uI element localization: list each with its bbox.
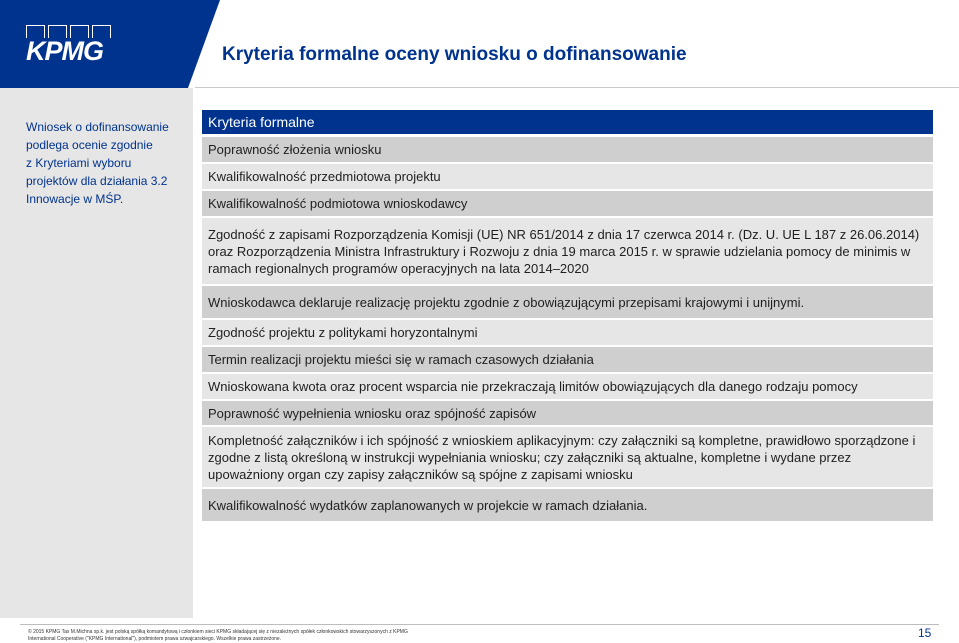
table-row: Kwalifikowalność przedmiotowa projektu — [202, 164, 933, 189]
table-row: Zgodność z zapisami Rozporządzenia Komisji (UE) NR 651/2014 z dnia 17 czerwca 2014 r. (Dz. U. UE L 187 z 26.06.2014) oraz Rozporządzenia Ministra Infrastruktury i Rozwoju z dnia 19 marca 2015 r. w sprawie udzielania pomocy de minimis w ramach regionalnych programów operacyjnych na lata 2014–2020 — [202, 218, 933, 284]
page-number: 15 — [918, 626, 932, 640]
sidebar-line-3[interactable]: z Kryteriami wyboru — [26, 156, 132, 170]
page-title: Kryteria formalne oceny wniosku o dofinansowanie — [222, 44, 687, 65]
sidebar-line-5[interactable]: Innowacje w MŚP. — [26, 192, 124, 206]
table-header: Kryteria formalne — [202, 110, 933, 134]
table-row: Kwalifikowalność wydatków zaplanowanych w projekcie w ramach działania. — [202, 489, 933, 521]
table-row: Poprawność złożenia wniosku — [202, 137, 933, 162]
table-row: Poprawność wypełnienia wniosku oraz spójność zapisów — [202, 401, 933, 425]
table-row: Zgodność projektu z politykami horyzontalnymi — [202, 320, 933, 345]
table-row: Wnioskodawca deklaruje realizację projektu zgodnie z obowiązującymi przepisami krajowymi i unijnymi. — [202, 286, 933, 318]
sidebar-line-1[interactable]: Wniosek o dofinansowanie — [26, 120, 169, 134]
kpmg-logo: KPMG — [26, 36, 103, 66]
table-row: Wnioskowana kwota oraz procent wsparcia nie przekraczają limitów obowiązujących dla danego rodzaju pomocy — [202, 374, 933, 399]
criteria-table — [202, 110, 933, 523]
table-row: Kompletność załączników i ich spójność z wnioskiem aplikacyjnym: czy załączniki są kompletne, prawidłowo sporządzone i zgodne z listą określoną w instrukcji wypełniania wniosku; czy załączniki są aktualne, kompletne i wydane przez upoważniony organ czy zapisy załączników są spójne z zapisami wniosku — [202, 427, 933, 487]
table-row: Termin realizacji projektu mieści się w ramach czasowych działania — [202, 347, 933, 372]
footer-line-2: International Cooperative ("KPMG International"), podmiotem prawa szwajcarskiego. Wszelkie prawa zastrzeżone. — [28, 636, 282, 642]
sidebar-note[interactable] — [26, 118, 191, 208]
title-divider — [195, 87, 959, 88]
kpmg-logo-area — [0, 0, 195, 88]
sidebar-line-2[interactable]: podlega ocenie zgodnie — [26, 138, 153, 152]
footer-copyright — [28, 629, 448, 643]
footer-divider — [20, 624, 939, 625]
sidebar-line-4[interactable]: projektów dla działania 3.2 — [26, 174, 168, 188]
table-row: Kwalifikowalność podmiotowa wnioskodawcy — [202, 191, 933, 216]
footer-line-1: © 2015 KPMG Tax M.Michna sp.k. jest polską spółką komandytową i członkiem sieci KPMG składającej się z niezależnych spółek członkowskich stowarzyszonych z KPMG — [28, 629, 408, 635]
